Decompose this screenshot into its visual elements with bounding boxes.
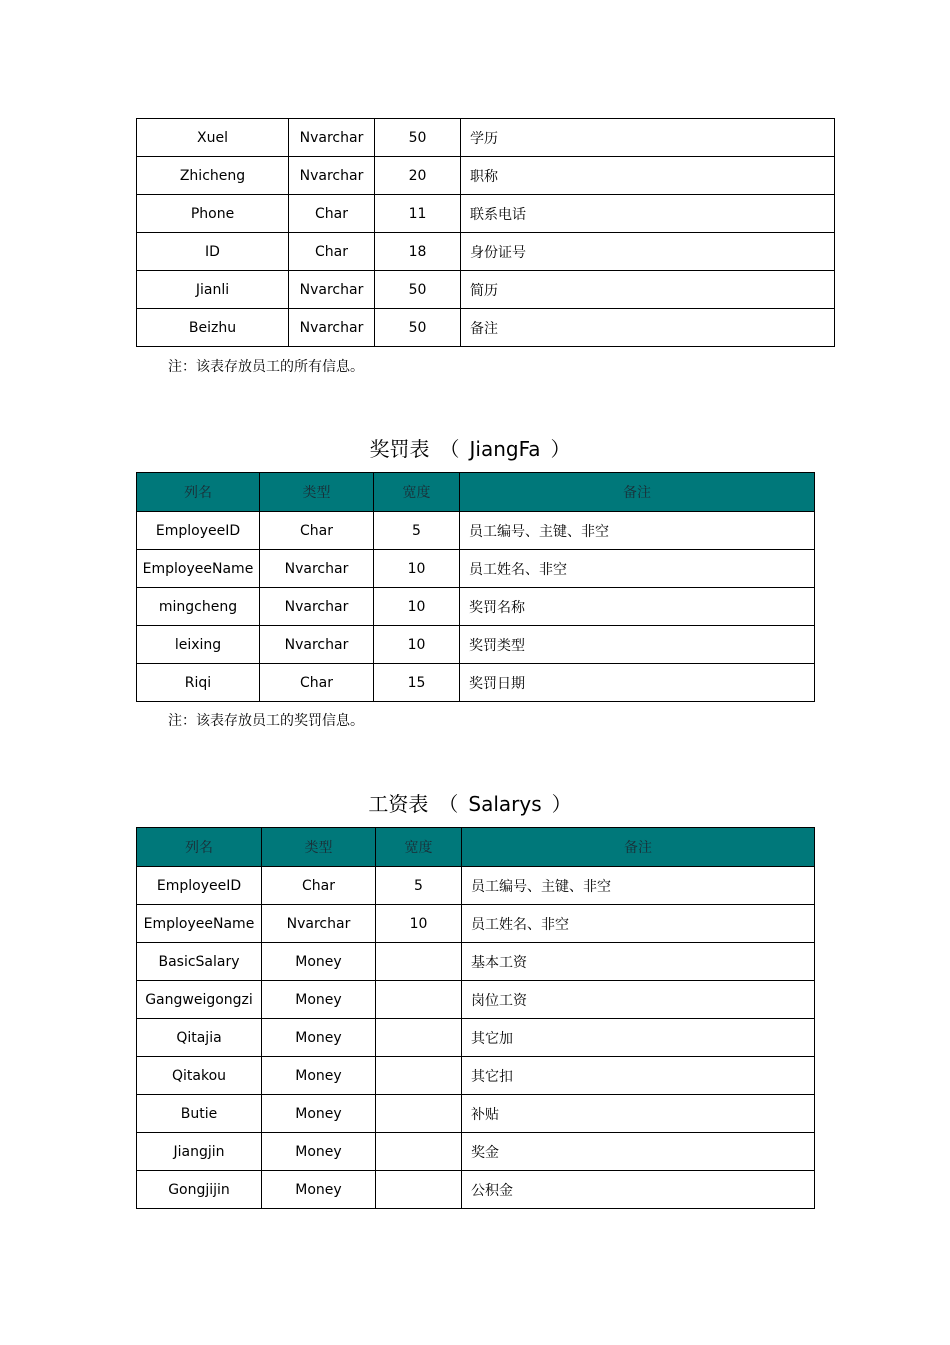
- header-width: 宽度: [376, 828, 462, 867]
- column-width-cell: [376, 981, 462, 1019]
- column-remark-cell: 员工编号、主键、非空: [460, 512, 815, 550]
- table-row: [137, 271, 835, 309]
- table-row: [137, 905, 815, 943]
- column-width-cell: 15: [374, 664, 460, 702]
- column-type-cell: Nvarchar: [260, 588, 374, 626]
- column-remark-cell: 补贴: [462, 1095, 815, 1133]
- table-title: 工资表 （ Salarys ）: [368, 792, 572, 816]
- column-width-cell: 5: [374, 512, 460, 550]
- column-name-cell: EmployeeName: [137, 550, 260, 588]
- column-type-cell: Nvarchar: [289, 157, 375, 195]
- column-name-cell: Zhicheng: [137, 157, 289, 195]
- column-width-cell: [376, 1133, 462, 1171]
- column-remark-cell: 奖罚名称: [460, 588, 815, 626]
- column-name-cell: Butie: [137, 1095, 262, 1133]
- header-column-name: 列名: [137, 828, 262, 867]
- column-type-cell: Money: [262, 1171, 376, 1209]
- table-row: [137, 550, 815, 588]
- column-width-cell: 50: [375, 119, 461, 157]
- column-width-cell: 20: [375, 157, 461, 195]
- column-name-cell: Xuel: [137, 119, 289, 157]
- table-row: [137, 119, 835, 157]
- column-remark-cell: 奖金: [462, 1133, 815, 1171]
- column-remark-cell: 简历: [461, 271, 835, 309]
- column-type-cell: Nvarchar: [262, 905, 376, 943]
- column-type-cell: Money: [262, 981, 376, 1019]
- column-name-cell: mingcheng: [137, 588, 260, 626]
- column-type-cell: Char: [260, 664, 374, 702]
- table-row: [137, 588, 815, 626]
- column-type-cell: Nvarchar: [289, 119, 375, 157]
- column-width-cell: 10: [374, 588, 460, 626]
- column-width-cell: 10: [374, 550, 460, 588]
- column-name-cell: Phone: [137, 195, 289, 233]
- column-name-cell: Qitakou: [137, 1057, 262, 1095]
- column-width-cell: [376, 1019, 462, 1057]
- column-name-cell: leixing: [137, 626, 260, 664]
- column-type-cell: Char: [289, 233, 375, 271]
- header-type: 类型: [260, 473, 374, 512]
- table-header-row: [137, 473, 815, 512]
- column-remark-cell: 基本工资: [462, 943, 815, 981]
- column-type-cell: Money: [262, 1095, 376, 1133]
- column-name-cell: Jianli: [137, 271, 289, 309]
- column-width-cell: [376, 943, 462, 981]
- column-remark-cell: 联系电话: [461, 195, 835, 233]
- column-width-cell: [376, 1095, 462, 1133]
- column-type-cell: Money: [262, 1057, 376, 1095]
- column-remark-cell: 公积金: [462, 1171, 815, 1209]
- table-row: [137, 195, 835, 233]
- table-note: 注：该表存放员工的所有信息。: [168, 359, 364, 375]
- column-type-cell: Nvarchar: [260, 550, 374, 588]
- column-name-cell: ID: [137, 233, 289, 271]
- column-name-cell: Gangweigongzi: [137, 981, 262, 1019]
- table-title-cn: 工资表: [368, 792, 429, 816]
- column-type-cell: Char: [260, 512, 374, 550]
- column-remark-cell: 员工姓名、非空: [460, 550, 815, 588]
- table-header-row: [137, 828, 815, 867]
- column-remark-cell: 员工编号、主键、非空: [462, 867, 815, 905]
- column-remark-cell: 奖罚类型: [460, 626, 815, 664]
- table-row: [137, 943, 815, 981]
- table-row: [137, 1171, 815, 1209]
- column-type-cell: Nvarchar: [289, 271, 375, 309]
- column-remark-cell: 学历: [461, 119, 835, 157]
- column-name-cell: Beizhu: [137, 309, 289, 347]
- column-width-cell: 50: [375, 309, 461, 347]
- table-row: [137, 1095, 815, 1133]
- column-remark-cell: 员工姓名、非空: [462, 905, 815, 943]
- column-remark-cell: 职称: [461, 157, 835, 195]
- column-type-cell: Money: [262, 1019, 376, 1057]
- table-row: [137, 233, 835, 271]
- reward-punishment-table: [136, 472, 815, 702]
- column-type-cell: Char: [289, 195, 375, 233]
- column-remark-cell: 奖罚日期: [460, 664, 815, 702]
- column-width-cell: 10: [374, 626, 460, 664]
- table-title-en: Salarys: [468, 792, 542, 816]
- column-name-cell: Gongjijin: [137, 1171, 262, 1209]
- table-title-en: JiangFa: [469, 437, 541, 461]
- header-width: 宽度: [374, 473, 460, 512]
- table-row: [137, 1057, 815, 1095]
- header-type: 类型: [262, 828, 376, 867]
- column-type-cell: Nvarchar: [289, 309, 375, 347]
- column-name-cell: Jiangjin: [137, 1133, 262, 1171]
- column-remark-cell: 岗位工资: [462, 981, 815, 1019]
- table-note: 注：该表存放员工的奖罚信息。: [168, 713, 364, 729]
- column-name-cell: EmployeeID: [137, 867, 262, 905]
- column-width-cell: 10: [376, 905, 462, 943]
- column-remark-cell: 其它加: [462, 1019, 815, 1057]
- table-row: [137, 664, 815, 702]
- table-row: [137, 1133, 815, 1171]
- table-title: 奖罚表 （ JiangFa ）: [369, 437, 571, 461]
- column-type-cell: Money: [262, 943, 376, 981]
- column-type-cell: Nvarchar: [260, 626, 374, 664]
- table-row: [137, 1019, 815, 1057]
- column-width-cell: [376, 1171, 462, 1209]
- column-name-cell: Riqi: [137, 664, 260, 702]
- header-remark: 备注: [460, 473, 815, 512]
- column-width-cell: 5: [376, 867, 462, 905]
- column-name-cell: BasicSalary: [137, 943, 262, 981]
- table-row: [137, 512, 815, 550]
- column-type-cell: Char: [262, 867, 376, 905]
- table-row: [137, 309, 835, 347]
- column-name-cell: EmployeeID: [137, 512, 260, 550]
- column-type-cell: Money: [262, 1133, 376, 1171]
- salary-table: [136, 827, 815, 1209]
- table-row: [137, 981, 815, 1019]
- column-remark-cell: 身份证号: [461, 233, 835, 271]
- table-row: [137, 626, 815, 664]
- column-remark-cell: 其它扣: [462, 1057, 815, 1095]
- table-title-cn: 奖罚表: [369, 437, 430, 461]
- column-name-cell: EmployeeName: [137, 905, 262, 943]
- table-row: [137, 157, 835, 195]
- table-row: [137, 867, 815, 905]
- header-column-name: 列名: [137, 473, 260, 512]
- column-width-cell: 18: [375, 233, 461, 271]
- column-width-cell: 50: [375, 271, 461, 309]
- column-remark-cell: 备注: [461, 309, 835, 347]
- employee-info-table: [136, 118, 835, 347]
- header-remark: 备注: [462, 828, 815, 867]
- column-width-cell: 11: [375, 195, 461, 233]
- column-width-cell: [376, 1057, 462, 1095]
- column-name-cell: Qitajia: [137, 1019, 262, 1057]
